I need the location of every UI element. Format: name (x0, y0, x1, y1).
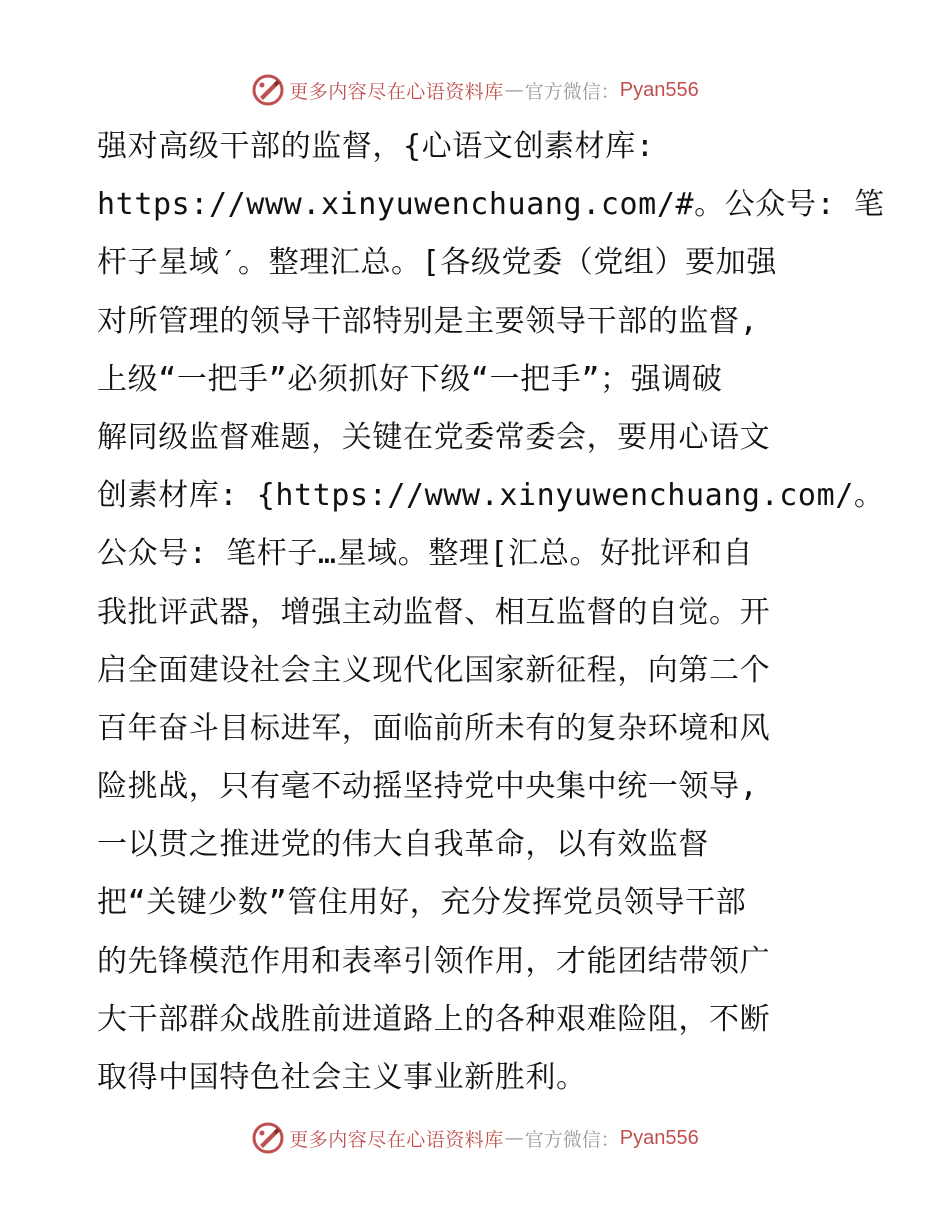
brand-logo-icon (251, 1121, 285, 1155)
footer-banner (0, 1118, 950, 1158)
body-line: 对所管理的领导干部特别是主要领导干部的监督, (97, 303, 759, 339)
body-line: 百年奋斗目标进军，面临前所未有的复杂环境和风 (97, 710, 771, 746)
brand-logo-icon (251, 73, 285, 107)
body-line: 创素材库: {https://www.xinyuwenchuang.com/。 (97, 478, 885, 514)
header-banner-wechat-id: Pyan556 (619, 78, 699, 101)
footer-banner-wechat-label: 官方微信： (524, 1128, 620, 1151)
body-line: 取得中国特色社会主义事业新胜利。 (97, 1060, 587, 1095)
body-line: 解同级监督难题，关键在党委常委会，要用心语文 (97, 419, 771, 455)
header-banner-wechat-label: 官方微信： (524, 80, 620, 103)
body-line: 把“关键少数”管住用好，充分发挥党员领导干部 (97, 885, 747, 921)
body-line: 启全面建设社会主义现代化国家新征程，向第二个 (97, 652, 771, 688)
header-banner-title: 更多内容尽在心语资料库 (289, 80, 504, 103)
header-banner (0, 70, 950, 110)
footer-banner-separator: — (504, 1127, 524, 1149)
footer-banner-wechat-id: Pyan556 (619, 1126, 699, 1149)
body-line: 一以贯之推进党的伟大自我革命，以有效监督 (97, 827, 709, 863)
body-line: 公众号: 笔杆子…星域。整理[汇总。好批评和自 (97, 536, 754, 572)
body-line: https://www.xinyuwenchuang.com/#。公众号: 笔 (97, 187, 885, 223)
body-line: 我批评武器，增强主动监督、相互监督的自觉。开 (97, 594, 771, 630)
body-line: 险挑战，只有毫不动摇坚持党中央集中统一领导, (97, 769, 759, 805)
body-line: 上级“一把手”必须抓好下级“一把手”；强调破 (97, 361, 723, 397)
body-line: 杆子星域′。整理汇总。[各级党委（党组）要加强 (97, 245, 777, 281)
body-line: 强对高级干部的监督，{心语文创素材库: (97, 129, 655, 164)
body-line: 大干部群众战胜前进道路上的各种艰难险阻，不断 (97, 1001, 771, 1037)
footer-banner-title: 更多内容尽在心语资料库 (289, 1128, 504, 1151)
article-body (97, 118, 885, 1107)
body-line: 的先锋模范作用和表率引领作用，才能团结带领广 (97, 943, 771, 979)
header-banner-separator: — (504, 79, 524, 101)
